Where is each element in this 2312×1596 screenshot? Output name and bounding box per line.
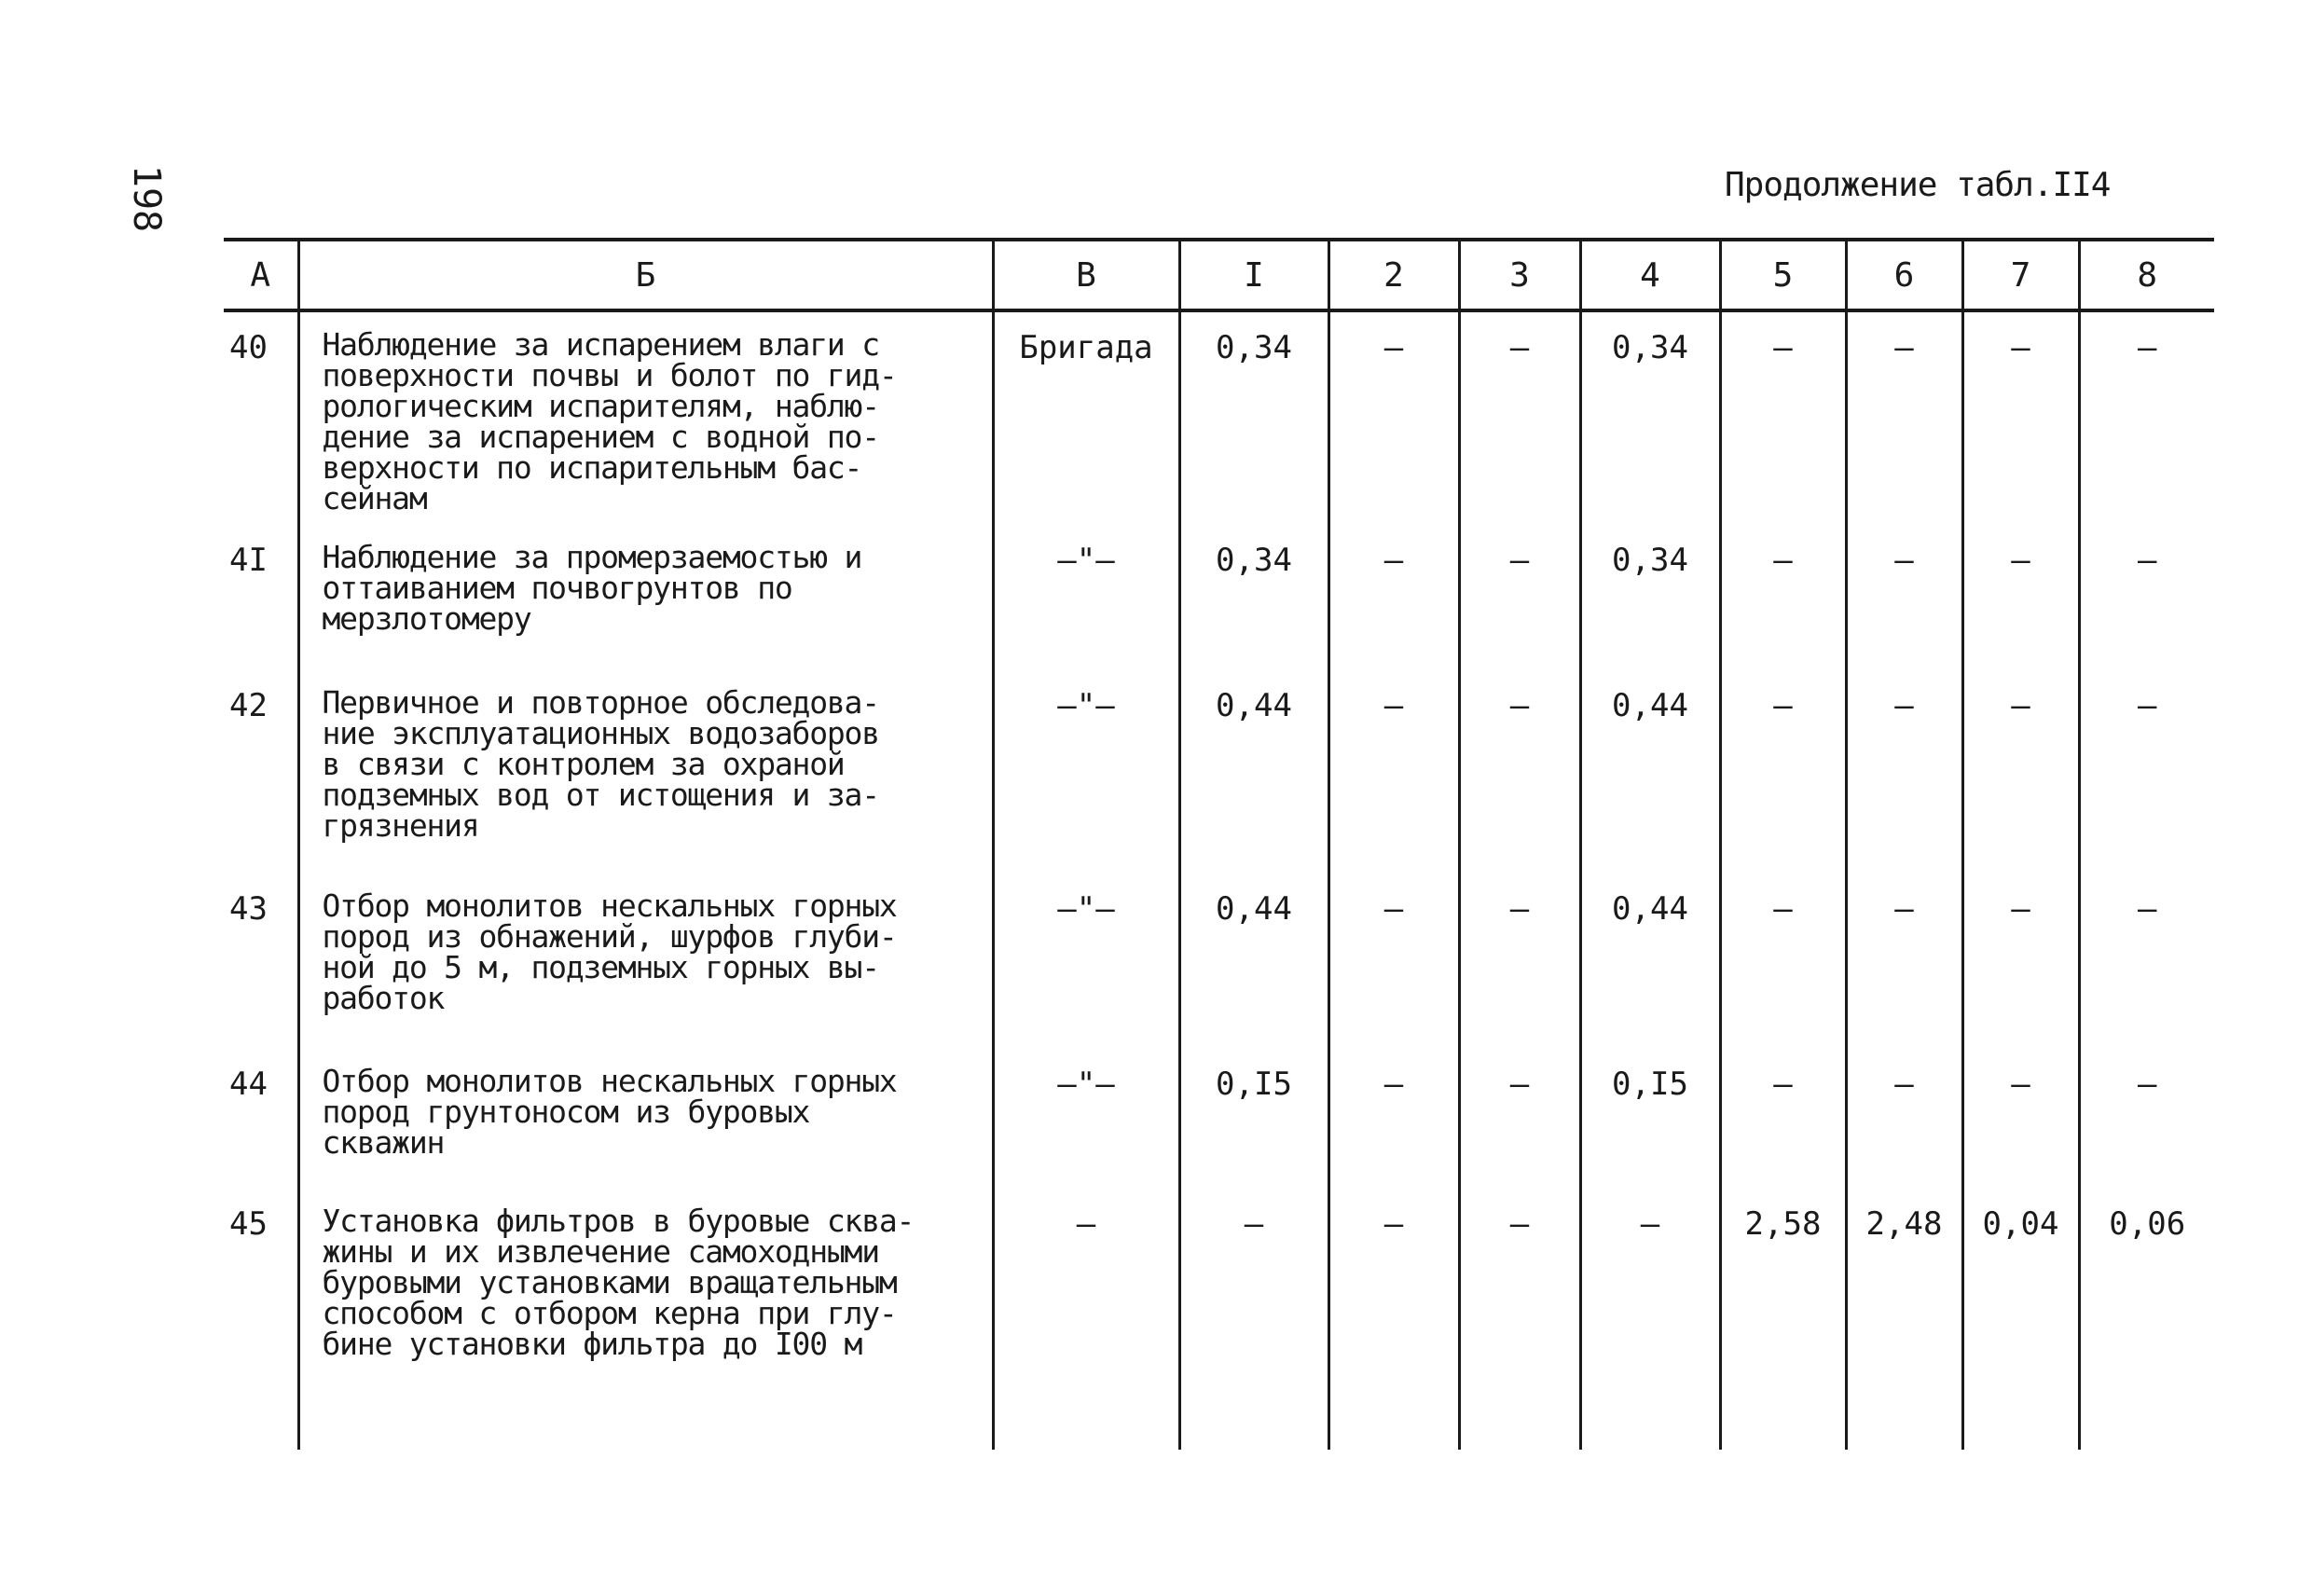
row-description: Отбор монолитов нескальных горных пород из обнажений, шурфов глуби- ной до 5 м, подземных горных вы- работок: [298, 874, 993, 1049]
row-value-3: –: [1459, 874, 1580, 1049]
row-number: 42: [229, 687, 268, 724]
row-value-2: –: [1328, 670, 1459, 874]
row-value-6: –: [1846, 310, 1962, 525]
row-value-8: –: [2079, 310, 2214, 525]
row-value-8: –: [2079, 525, 2214, 670]
table-row: [224, 310, 2214, 525]
row-value-1: 0,34: [1179, 310, 1328, 525]
row-value-5: –: [1720, 874, 1846, 1049]
row-description: Первичное и повторное обследова- ние эксплуатационных водозаборов в связи с контролем за охраной подземных вод от истощения и за- грязнения: [298, 670, 993, 874]
row-value-2: –: [1328, 525, 1459, 670]
row-value-3: –: [1459, 525, 1580, 670]
row-value-2: –: [1328, 1189, 1459, 1450]
row-value-2: –: [1328, 310, 1459, 525]
header-cell-b: Б: [298, 240, 993, 310]
row-value-1: –: [1179, 1189, 1328, 1450]
header-cell-2: 2: [1328, 240, 1459, 310]
row-value-4: 0,44: [1580, 670, 1720, 874]
row-value-4: 0,34: [1580, 310, 1720, 525]
header-cell-6: 6: [1846, 240, 1962, 310]
row-value-1: 0,I5: [1179, 1049, 1328, 1189]
table-row: [224, 525, 2214, 670]
row-unit: –"–: [993, 874, 1179, 1049]
header-cell-8: 8: [2079, 240, 2214, 310]
row-number: 45: [229, 1205, 268, 1243]
row-number: 43: [229, 890, 268, 928]
row-unit: –"–: [993, 525, 1179, 670]
row-value-5: –: [1720, 310, 1846, 525]
header-cell-3: 3: [1459, 240, 1580, 310]
row-value-5: –: [1720, 1049, 1846, 1189]
row-value-5: –: [1720, 525, 1846, 670]
row-unit: –"–: [993, 670, 1179, 874]
row-value-7: –: [1962, 525, 2079, 670]
table-row: [224, 874, 2214, 1049]
row-unit: –"–: [993, 1049, 1179, 1189]
row-value-3: –: [1459, 670, 1580, 874]
header-cell-v: В: [993, 240, 1179, 310]
table-header-row: [224, 240, 2214, 310]
row-value-4: 0,I5: [1580, 1049, 1720, 1189]
row-value-4: –: [1580, 1189, 1720, 1450]
row-number: 40: [229, 329, 268, 366]
row-value-2: –: [1328, 874, 1459, 1049]
row-description: Отбор монолитов нескальных горных пород грунтоносом из буровых скважин: [298, 1049, 993, 1189]
row-value-1: 0,34: [1179, 525, 1328, 670]
row-value-6: –: [1846, 670, 1962, 874]
row-value-5: 2,58: [1720, 1189, 1846, 1450]
row-number: 44: [229, 1066, 268, 1103]
row-value-6: –: [1846, 525, 1962, 670]
row-value-2: –: [1328, 1049, 1459, 1189]
row-description: Наблюдение за промерзаемостью и оттаиванием почвогрунтов по мерзлотомеру: [298, 525, 993, 670]
row-value-8: –: [2079, 1049, 2214, 1189]
row-value-8: –: [2079, 874, 2214, 1049]
row-value-6: –: [1846, 874, 1962, 1049]
table-row: [224, 1049, 2214, 1189]
row-value-5: –: [1720, 670, 1846, 874]
row-value-1: 0,44: [1179, 874, 1328, 1049]
row-value-1: 0,44: [1179, 670, 1328, 874]
row-value-3: –: [1459, 1189, 1580, 1450]
header-cell-5: 5: [1720, 240, 1846, 310]
row-value-7: 0,04: [1962, 1189, 2079, 1450]
header-cell-7: 7: [1962, 240, 2079, 310]
page-number: 198: [125, 164, 168, 233]
header-cell-4: 4: [1580, 240, 1720, 310]
row-value-4: 0,34: [1580, 525, 1720, 670]
row-value-3: –: [1459, 310, 1580, 525]
header-cell-1: I: [1179, 240, 1328, 310]
row-value-8: –: [2079, 670, 2214, 874]
row-value-6: 2,48: [1846, 1189, 1962, 1450]
row-unit: –: [993, 1189, 1179, 1450]
header-cell-a: А: [224, 240, 298, 310]
row-value-7: –: [1962, 1049, 2079, 1189]
table-caption: Продолжение табл.II4: [1725, 166, 2111, 204]
table-row: [224, 1189, 2214, 1450]
table-row: [224, 670, 2214, 874]
norms-table: [224, 238, 2214, 1450]
row-value-4: 0,44: [1580, 874, 1720, 1049]
row-value-7: –: [1962, 310, 2079, 525]
row-value-3: –: [1459, 1049, 1580, 1189]
row-value-7: –: [1962, 670, 2079, 874]
row-number: 4I: [229, 542, 268, 579]
row-description: Наблюдение за испарением влаги с поверхности почвы и болот по гид- рологическим испарителям, наблю- дение за испарением с водной по- верхности по испарительным бас- сейнам: [298, 310, 993, 525]
row-description: Установка фильтров в буровые сква- жины и их извлечение самоходными буровыми установками вращательным способом с отбором керна при глу- бине установки фильтра до I00 м: [298, 1189, 993, 1450]
row-value-6: –: [1846, 1049, 1962, 1189]
row-value-7: –: [1962, 874, 2079, 1049]
row-unit: Бригада: [993, 310, 1179, 525]
row-value-8: 0,06: [2079, 1189, 2214, 1450]
